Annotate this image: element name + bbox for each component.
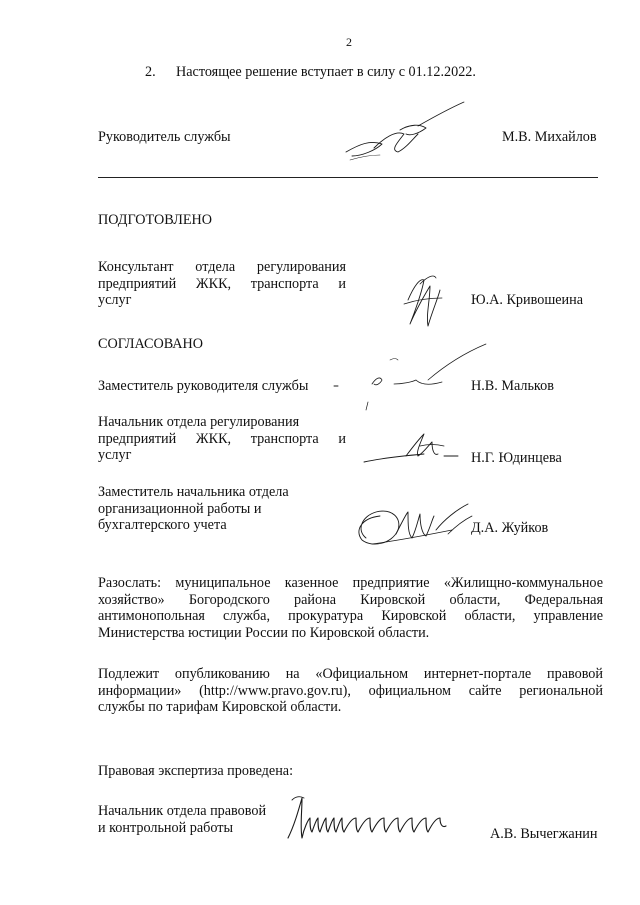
signer-2-signature [362, 428, 472, 468]
head-name: М.В. Михайлов [502, 129, 597, 145]
distribution-line-3: антимонопольная служба, прокуратура Кировской области, управление [98, 608, 603, 624]
signer-1-position: Заместитель руководителя службы [98, 378, 309, 394]
distribution-line-4: Министерства юстиции России по Кировской области. [98, 624, 430, 641]
signer-3-position-line-3: бухгалтерского учета [98, 517, 227, 533]
prepared-position-line-2: предприятий ЖКК, транспорта и [98, 275, 346, 292]
signer-3-name: Д.А. Жуйков [471, 520, 549, 536]
prepared-heading: ПОДГОТОВЛЕНО [98, 212, 212, 228]
publication-line-2: информации» (http://www.pravo.gov.ru), официальном сайте региональной [98, 682, 603, 699]
signer-2-position-line-1: Начальник отдела регулирования [98, 414, 300, 430]
publication-line-1: Подлежит опубликованию на «Официальном интернет-портале правовой [98, 666, 603, 682]
legal-review-position-line-2: и контрольной работы [98, 819, 233, 836]
prepared-position-line-3: услуг [98, 292, 132, 308]
signer-2-position-line-2: предприятий ЖКК, транспорта и [98, 430, 346, 447]
signer-2-position [98, 414, 346, 464]
prepared-position-line-1: Консультант отдела регулирования [98, 259, 346, 275]
signer-1-signature [332, 340, 492, 420]
signer-3-position-line-1: Заместитель начальника отдела [98, 484, 289, 500]
legal-review-signature [284, 790, 464, 846]
legal-review-statement: Правовая экспертиза проведена: [98, 763, 294, 779]
item-number: 2. [145, 64, 156, 80]
prepared-name: Ю.А. Кривошеина [471, 292, 584, 308]
page-number: 2 [346, 35, 352, 49]
item-text: Настоящее решение вступает в силу с 01.12.2022. [176, 64, 476, 80]
signer-2-position-line-3: услуг [98, 447, 132, 463]
legal-review-name: А.В. Вычегжанин [490, 826, 598, 842]
prepared-signature [400, 270, 450, 330]
prepared-position [98, 259, 346, 309]
signer-1-name: Н.В. Мальков [471, 378, 554, 394]
publication-line-3: службы по тарифам Кировской области. [98, 699, 342, 715]
legal-review-position-line-1: Начальник отдела правовой [98, 803, 267, 819]
distribution-line-2: хозяйство» Богородского района Кировской области, Федеральная [98, 591, 603, 608]
divider-line [98, 177, 598, 178]
signer-3-signature [352, 500, 482, 550]
distribution-paragraph [98, 575, 603, 641]
publication-paragraph [98, 666, 603, 716]
distribution-line-1: Разослать: муниципальное казенное предприятие «Жилищно-коммунальное [98, 575, 603, 591]
signer-3-position-line-2: организационной работы и [98, 500, 262, 517]
head-position: Руководитель службы [98, 129, 231, 145]
agreed-heading: СОГЛАСОВАНО [98, 336, 204, 352]
head-signature [340, 100, 470, 170]
signer-3-position [98, 484, 346, 534]
signer-2-name: Н.Г. Юдинцева [471, 450, 562, 466]
legal-review-position [98, 803, 298, 836]
